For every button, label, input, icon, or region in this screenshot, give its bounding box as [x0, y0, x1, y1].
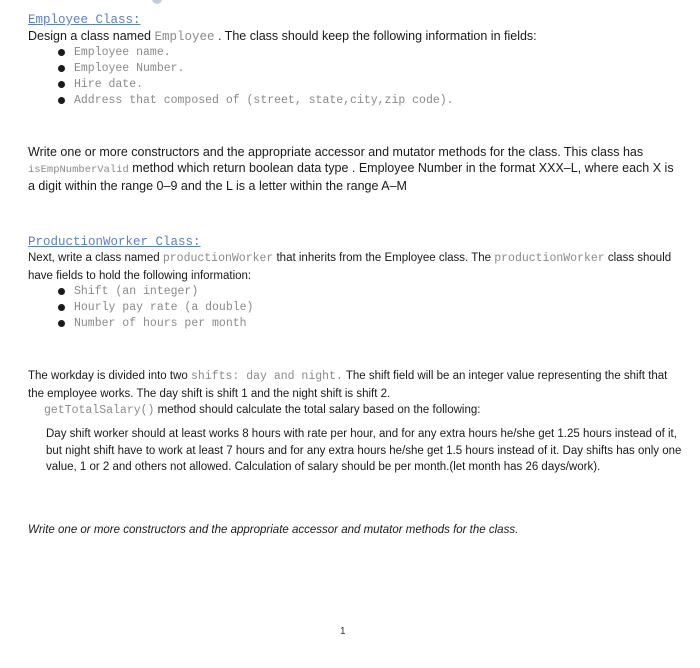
- production-worker-heading: ProductionWorker Class:: [28, 235, 201, 249]
- list-item: Address that composed of (street, state,city,zip code).: [58, 93, 678, 109]
- workday-paragraph: The workday is divided into two shifts: day and night. The shift field will be an integer value representing the shift that the employee works. The day shift is shift 1 and the night shift is shift 2. getTotalSalary() method should calculate the total salary based on the following:: [28, 370, 668, 417]
- method-name: isEmpNumberValid: [28, 164, 129, 176]
- production-worker-intro: Next, write a class named productionWorker that inherits from the Employee class. The productionWorker class should have fields to hold the following information:: [28, 252, 672, 282]
- employee-class-name: Employee: [154, 30, 215, 44]
- list-item: Employee Number.: [58, 61, 678, 77]
- employee-requirements-paragraph: Write one or more constructors and the appropriate accessor and mutator methods for the class. This class has isEmpNumberValid method which return boolean data type . Employee Number in the format XXX–L, where each X is a digit within the range 0–9 and the L is a letter within the range A–M: [28, 145, 674, 193]
- employee-section: [28, 12, 678, 109]
- salary-rules-paragraph: Day shift worker should at least works 8 hours with rate per hour, and for any extra hours he/she get 1.25 hours instead of it, but night shift have to work at least 7 hours and for any extra hours he/she get 1.5 hours instead of it. Day shifts has only one value, 1 or 2 and others not allowed. Calculation of salary should be per month.(let month has 26 days/work).: [46, 428, 682, 473]
- list-item: Hire date.: [58, 77, 678, 93]
- shifts-code: shifts: day and night.: [191, 370, 343, 383]
- list-item: Shift (an integer): [58, 284, 678, 300]
- employee-intro: Design a class named Employee . The class should keep the following information in fields:: [28, 29, 537, 44]
- class-name: productionWorker: [494, 252, 605, 265]
- method-name: getTotalSalary(): [44, 404, 155, 417]
- closing-instruction: Write one or more constructors and the appropriate accessor and mutator methods for the class.: [28, 524, 519, 536]
- class-name: productionWorker: [162, 252, 274, 265]
- employee-heading: Employee Class:: [28, 13, 141, 27]
- list-item: Hourly pay rate (a double): [58, 300, 678, 316]
- scan-artifact-dot: [152, 0, 162, 4]
- production-worker-section: [28, 234, 678, 332]
- worker-field-list: [28, 284, 678, 332]
- page-number: 1: [340, 626, 346, 637]
- employee-field-list: [28, 45, 678, 109]
- list-item: Employee name.: [58, 45, 678, 61]
- list-item: Number of hours per month: [58, 316, 678, 332]
